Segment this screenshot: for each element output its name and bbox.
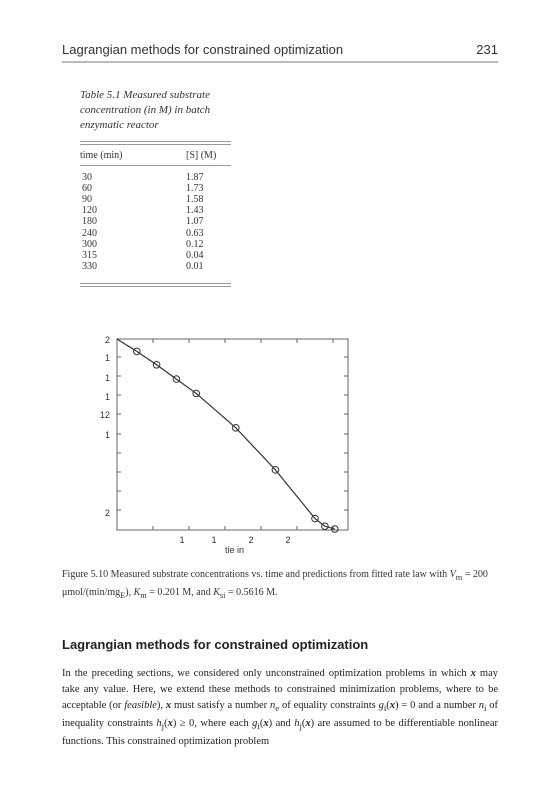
y-tick-label: 1 [104, 353, 110, 363]
table-cell-concentration: 1.73 [186, 183, 204, 195]
table-cell-time: 300 [82, 238, 97, 250]
body-text: In the preceding sections, we considered only unconstrained optimization problems in which x may take any value. Here, we extend these methods to constrained minimization problems, where to be acceptable (or feasible), x must satisfy a number $n_e$ of equality constraints $g_i(x) = 0$ and a number $n_i$ of inequality constraints $h_j(x) \ge 0$, where each $g_i(x)$ and $h_j(x)$ are assumed to be differentiable nonlinear functions. This constrained optimization problem [62, 668, 498, 748]
table-cell-time: 120 [82, 205, 97, 217]
section-heading: Lagrangian methods for constrained optimization [62, 637, 369, 652]
table-cell-concentration: 0.12 [186, 238, 204, 250]
table-cell-concentration: 0.63 [186, 227, 204, 239]
y-tick-label: 1 [104, 430, 110, 440]
y-tick-label: 1 [104, 392, 110, 402]
table-cell-concentration: 1.43 [186, 205, 204, 217]
y-tick-label: 2 [104, 335, 110, 345]
table-cell-concentration: 1.87 [186, 172, 204, 183]
plot-frame [117, 339, 348, 530]
y-tick-label: 2 [104, 508, 110, 518]
y-tick-label: 1 [104, 373, 110, 383]
table-cell-concentration: 0.01 [186, 260, 204, 272]
table-cell-time: 180 [82, 216, 97, 228]
table-caption: Table 5.1 Measured substrate concentration (in M) in batch enzymatic reactor [80, 89, 211, 131]
table-cell-concentration: 1.07 [186, 216, 204, 228]
x-tick-label: 1 [211, 535, 217, 545]
table-header-substrate: [S] (M) [186, 150, 217, 161]
table-cell-time: 30 [82, 172, 92, 183]
running-title: Lagrangian methods for constrained optimization [62, 42, 344, 57]
table-cell-time: 60 [82, 183, 92, 195]
table-cell-time: 330 [82, 260, 97, 272]
page-number: 231 [476, 42, 498, 57]
table-cell-concentration: 1.58 [186, 194, 204, 206]
table-cell-time: 90 [82, 194, 92, 206]
x-axis-label: tie in [225, 545, 245, 555]
x-tick-label: 2 [248, 535, 254, 545]
fit-curve [117, 339, 335, 529]
figure-caption: Figure 5.10 Measured substrate concentrations vs. time and predictions from fitted rate law with $V_m = 200$ μmol/$(\min/mg_E)$, $K_m = 0.201$ M, and $K_{si} = 0.5616$ M. [62, 569, 488, 600]
y-tick-label: 12 [99, 410, 110, 420]
x-tick-label: 1 [179, 535, 185, 545]
x-tick-label: 2 [285, 535, 291, 545]
table-cell-time: 240 [82, 227, 97, 239]
table-header-time: time (min) [80, 150, 123, 161]
table-cell-time: 315 [82, 249, 97, 261]
table-cell-concentration: 0.04 [186, 249, 204, 261]
